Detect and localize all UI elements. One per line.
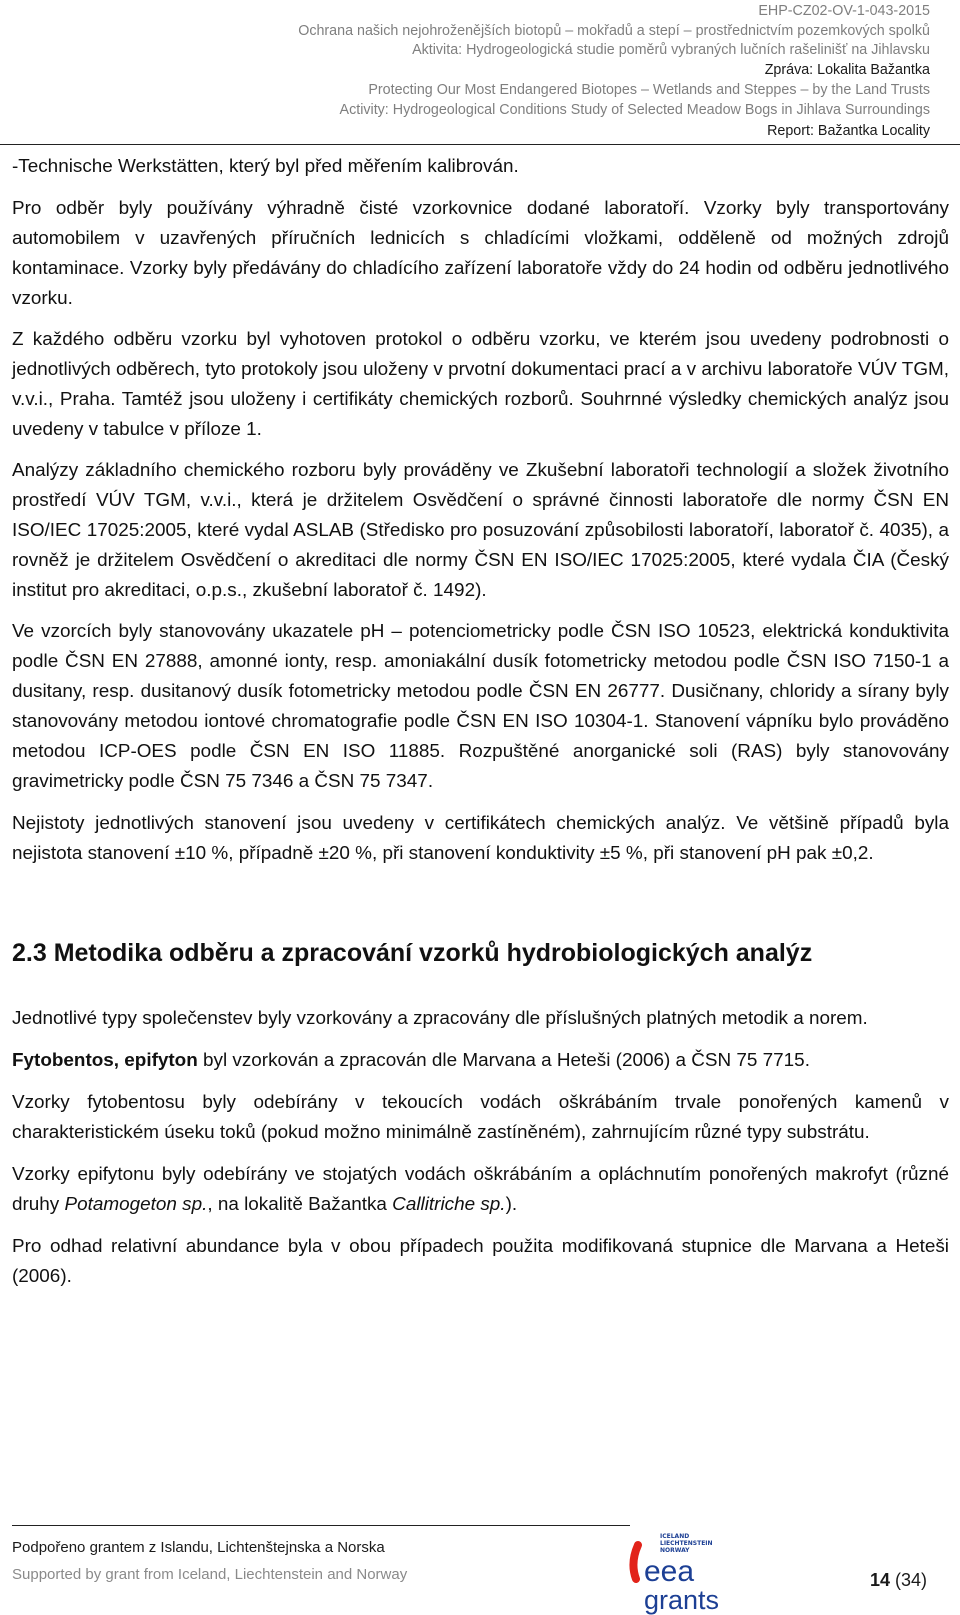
paragraph-1: -Technische Werkstätten, který byl před měřením kalibrován. <box>12 156 519 177</box>
footer-en-text: Supported by grant from Iceland, Liechtenstein and Norway <box>12 1566 408 1583</box>
logo-country-1: ICELAND <box>660 1533 690 1540</box>
paragraph-11: Pro odhad relativní abundance byla v obou případech použita modifikovaná stupnice dle Marvana a Heteši (2006). <box>12 1236 949 1287</box>
header-cz-project: Ochrana našich nejohroženějších biotopů – mokřadů a stepí – prostřednictvím pozemkových spolků <box>298 22 930 39</box>
header-code: EHP-CZ02-OV-1-043-2015 <box>758 3 930 19</box>
paragraph-10 <box>12 1160 949 1220</box>
paragraph-4: Analýzy základního chemického rozboru byly prováděny ve Zkušební laboratoři technologií a složek životního prostředí VÚV TGM, v.v.i., která je držitelem Osvědčení o správné činnosti laboratoře dle normy ČSN EN ISO/IEC 17025:2005, které vydal ASLAB (Středisko pro posuzování způsobilosti laboratoří, laboratoř č. 4035), a rovněž je držitelem Osvědčení o akreditaci dle normy ČSN EN ISO/IEC 17025:2005, které vydala ČIA (Český institut pro akreditaci, o.p.s., zkušební laboratoř č. 1492). <box>12 460 949 601</box>
logo-country-2: LIECHTENSTEIN <box>660 1540 713 1547</box>
paragraph-8-text: byl vzorkován a zpracován dle Marvana a Heteši (2006) a ČSN 75 7715. <box>197 1050 810 1071</box>
paragraph-9: Vzorky fytobentosu byly odebírány v tekoucích vodách oškrábáním trvale ponořených kamenů v charakteristickém úseku toků (pokud možno minimálně zastíněném), zahrnujícím různé typy substrátu. <box>12 1092 949 1143</box>
paragraph-6: Nejistoty jednotlivých stanovení jsou uvedeny v certifikátech chemických analýz. Ve většině případů byla nejistota stanovení ±10 %, případně ±20 %, při stanovení konduktivity ±5 %, při stanovení pH pak ±0,2. <box>12 813 949 864</box>
paragraph-8 <box>12 1046 949 1076</box>
header-cz-report: Zpráva: Lokalita Bažantka <box>764 62 930 79</box>
paragraph-10-italic-1: Potamogeton sp. <box>64 1194 208 1215</box>
paragraph-7: Jednotlivé typy společenstev byly vzorkovány a zpracovány dle příslušných platných metodik a norem. <box>12 1008 868 1029</box>
paragraph-3: Z každého odběru vzorku byl vyhotoven protokol o odběru vzorku, ve kterém jsou uvedeny podrobnosti o jednotlivých odběrech, tyto protokoly jsou uloženy v prvotní dokumentaci prací a v archivu laboratoře VÚV TGM, v.v.i., Praha. Tamtéž jsou uloženy i certifikáty chemických rozborů. Souhrnné výsledky chemických analýz jsou uvedeny v tabulce v příloze 1. <box>12 329 949 440</box>
logo-eea: eea <box>644 1555 695 1588</box>
footer-cz-text: Podpořeno grantem z Islandu, Lichtenštejnska a Norska <box>12 1539 385 1556</box>
header-en-report: Report: Bažantka Locality <box>767 123 930 140</box>
eea-grants-logo <box>626 1531 766 1615</box>
page-total: (34) <box>894 1570 927 1590</box>
header-en-project: Protecting Our Most Endangered Biotopes – Wetlands and Steppes – by the Land Trusts <box>368 81 930 98</box>
header-divider <box>0 144 960 145</box>
header-en-activity: Activity: Hydrogeological Conditions Study of Selected Meadow Bogs in Jihlava Surroundings <box>339 101 930 118</box>
paragraph-5: Ve vzorcích byly stanovovány ukazatele pH – potenciometricky podle ČSN ISO 10523, elektrická konduktivita podle ČSN EN 27888, amonné ionty, resp. amoniakální dusík fotometricky metodou podle ČSN ISO 7150-1 a dusitany, resp. dusitanový dusík fotometricky metodou podle ČSN EN 26777. Dusičnany, chloridy a sírany byly stanovovány metodou iontové chromatografie podle ČSN EN ISO 10304-1. Stanovení vápníku bylo prováděno metodou ICP-OES podle ČSN EN ISO 11885. Rozpuštěné anorganické soli (RAS) byly stanovovány gravimetricky podle ČSN 75 7346 a ČSN 75 7347. <box>12 621 949 792</box>
section-heading: 2.3 Metodika odběru a zpracování vzorků hydrobiologických analýz <box>12 939 813 967</box>
logo-country-3: NORWAY <box>660 1547 690 1554</box>
paragraph-10-b: , na lokalitě Bažantka <box>207 1194 393 1215</box>
paragraph-8-bold: Fytobentos, epifyton <box>12 1050 198 1071</box>
logo-grants: grants <box>644 1585 720 1615</box>
header-cz-activity: Aktivita: Hydrogeologická studie poměrů vybraných lučních rašelinišť na Jihlavsku <box>412 42 930 59</box>
paragraph-10-c: ). <box>505 1194 518 1215</box>
paragraph-2: Pro odběr byly používány výhradně čisté vzorkovnice dodané laboratoří. Vzorky byly transportovány automobilem v uzavřených příručních lednicích s chladícími vložkami, odděleně od možných zdrojů kontaminace. Vzorky byly předávány do chladícího zařízení laboratoře vždy do 24 hodin od odběru jednotlivého vzorku. <box>12 198 949 309</box>
footer-divider <box>12 1525 630 1526</box>
paragraph-10-italic-2: Callitriche sp. <box>392 1194 506 1215</box>
paragraph-10-a: Vzorky epifytonu byly odebírány ve stojatých vodách oškrábáním a opláchnutím ponořených makrofyt (různé druhy <box>12 1164 949 1215</box>
page-number <box>870 1570 927 1591</box>
page-current: 14 <box>869 1570 890 1590</box>
page-header <box>0 0 930 142</box>
document-body <box>12 152 949 1292</box>
logo-arc <box>633 1545 638 1579</box>
